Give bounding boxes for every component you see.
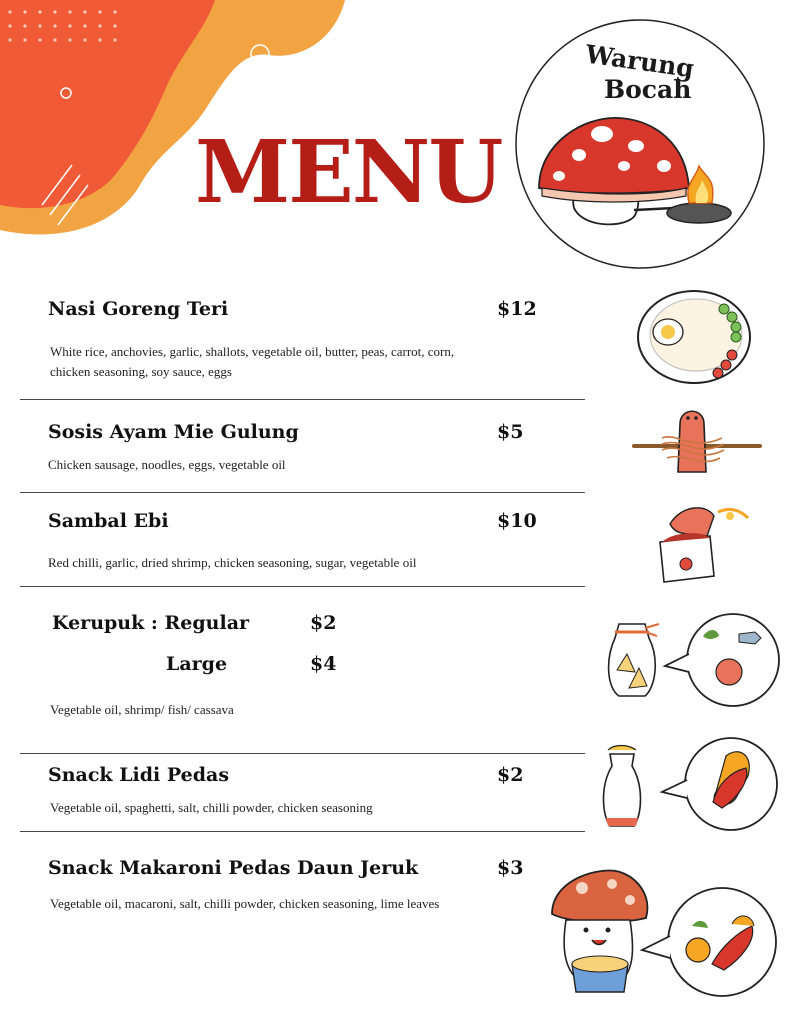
item-name-snack-makaroni: Snack Makaroni Pedas Daun Jeruk [48, 857, 419, 879]
item-desc-line1: White rice, anchovies, garlic, shallots, vegetable oil, butter, peas, carrot, corn, [50, 344, 455, 359]
noodle-sausage-skewer-icon [632, 402, 762, 482]
divider [20, 492, 585, 493]
divider [20, 399, 585, 400]
item-name-sambal-ebi: Sambal Ebi [48, 510, 169, 532]
item-name-snack-lidi-pedas: Snack Lidi Pedas [48, 764, 230, 786]
item-desc: Vegetable oil, spaghetti, salt, chilli powder, chicken seasoning [50, 800, 373, 815]
shrimp-sambal-box-icon [652, 502, 752, 584]
divider [20, 586, 585, 587]
item-price-snack-lidi-pedas: $2 [497, 764, 524, 786]
item-name-sosis-ayam-mie-gulung: Sosis Ayam Mie Gulung [48, 421, 299, 443]
item-price-snack-makaroni: $3 [497, 857, 524, 879]
logo-line2: Bocah [604, 75, 692, 104]
mushroom-mascot-macaroni-icon [542, 866, 782, 1006]
item-desc-line2: chicken seasoning, soy sauce, eggs [50, 364, 232, 379]
item-name-kerupuk-large: Large [166, 653, 228, 675]
item-desc: Red chilli, garlic, dried shrimp, chicken seasoning, sugar, vegetable oil [48, 555, 417, 570]
item-desc: Chicken sausage, noodles, eggs, vegetable oil [48, 457, 286, 472]
logo-line1: Warung [583, 39, 696, 84]
item-price-nasi-goreng-teri: $12 [497, 298, 537, 320]
spicy-stick-bag-icon [598, 736, 778, 836]
fried-rice-plate-icon [636, 287, 756, 387]
item-name-kerupuk-regular: Kerupuk : Regular [52, 612, 250, 634]
item-price-sambal-ebi: $10 [497, 510, 537, 532]
item-desc: Vegetable oil, shrimp/ fish/ cassava [50, 702, 234, 717]
cracker-bag-icon [605, 610, 785, 712]
item-price-sosis-ayam-mie-gulung: $5 [497, 421, 524, 443]
divider [20, 753, 585, 754]
item-price-kerupuk-large: $4 [310, 653, 337, 675]
item-name-nasi-goreng-teri: Nasi Goreng Teri [48, 298, 229, 320]
divider [20, 831, 585, 832]
warung-bocah-logo [514, 18, 766, 270]
item-price-kerupuk-regular: $2 [310, 612, 337, 634]
page-title: MENU [195, 122, 502, 223]
item-desc: Vegetable oil, macaroni, salt, chilli powder, chicken seasoning, lime leaves [50, 896, 440, 911]
